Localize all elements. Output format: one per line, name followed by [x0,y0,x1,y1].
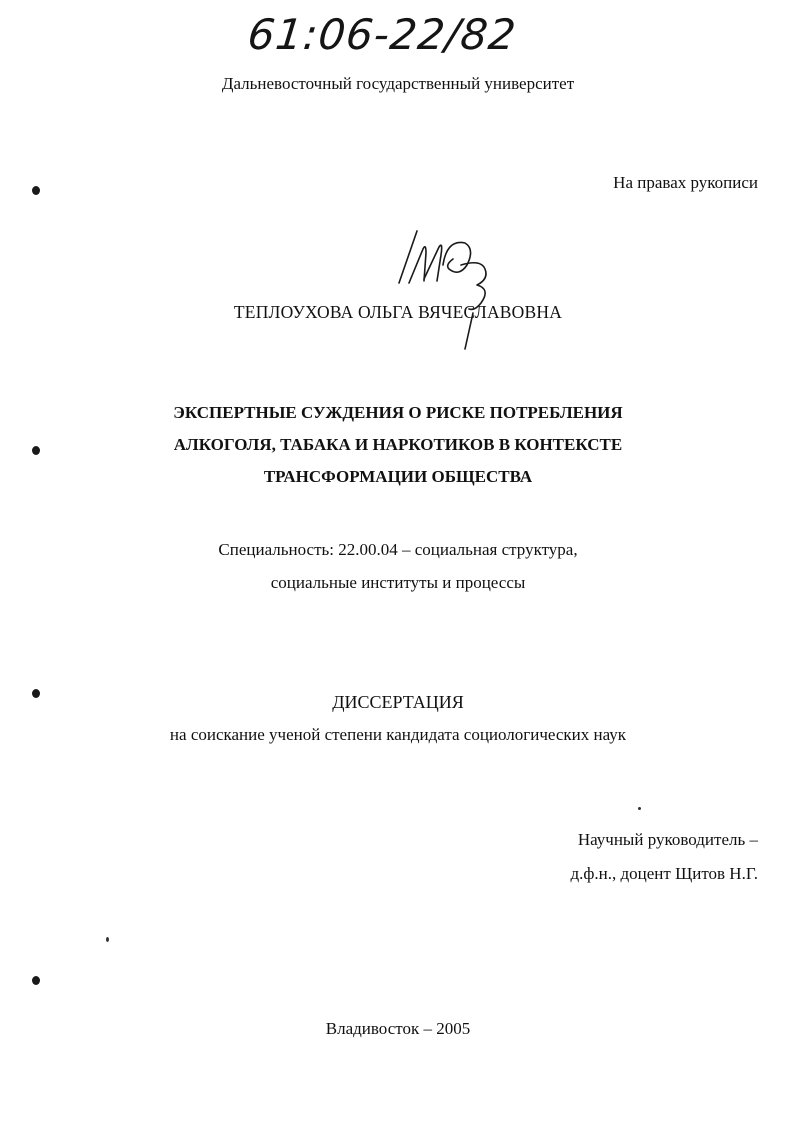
specialty-line: Специальность: 22.00.04 – социальная структура, [218,540,578,559]
title-line: ЭКСПЕРТНЫЕ СУЖДЕНИЯ О РИСКЕ ПОТРЕБЛЕНИЯ [173,403,623,422]
title-line: АЛКОГОЛЯ, ТАБАКА И НАРКОТИКОВ В КОНТЕКСТЕ [173,435,623,454]
supervisor-line: д.ф.н., доцент Щитов Н.Г. [570,864,758,883]
scan-speck [638,807,641,810]
rights-notice: На правах рукописи [613,173,758,192]
punch-hole [32,446,40,455]
signature-mark [395,225,505,350]
scan-speck [106,937,109,942]
dissertation-heading: ДИССЕРТАЦИЯ [332,692,464,712]
supervisor [571,823,759,891]
city-year: Владивосток – 2005 [325,1019,471,1038]
punch-hole [32,186,40,195]
archive-number: 61:06-22/82 [245,10,519,59]
punch-hole [32,689,40,698]
author-name: ТЕПЛОУХОВА ОЛЬГА ВЯЧЕСЛАВОВНА [233,302,563,322]
university-name: Дальневосточный государственный университет [221,74,575,93]
title-line: ТРАНСФОРМАЦИИ ОБЩЕСТВА [263,467,533,486]
punch-hole [32,976,40,985]
specialty [0,533,796,599]
dissertation-subtitle: на соискание ученой степени кандидата социологических наук [169,725,627,744]
dissertation-title [0,397,796,493]
supervisor-line: Научный руководитель – [577,830,758,849]
specialty-line: социальные институты и процессы [270,573,526,592]
